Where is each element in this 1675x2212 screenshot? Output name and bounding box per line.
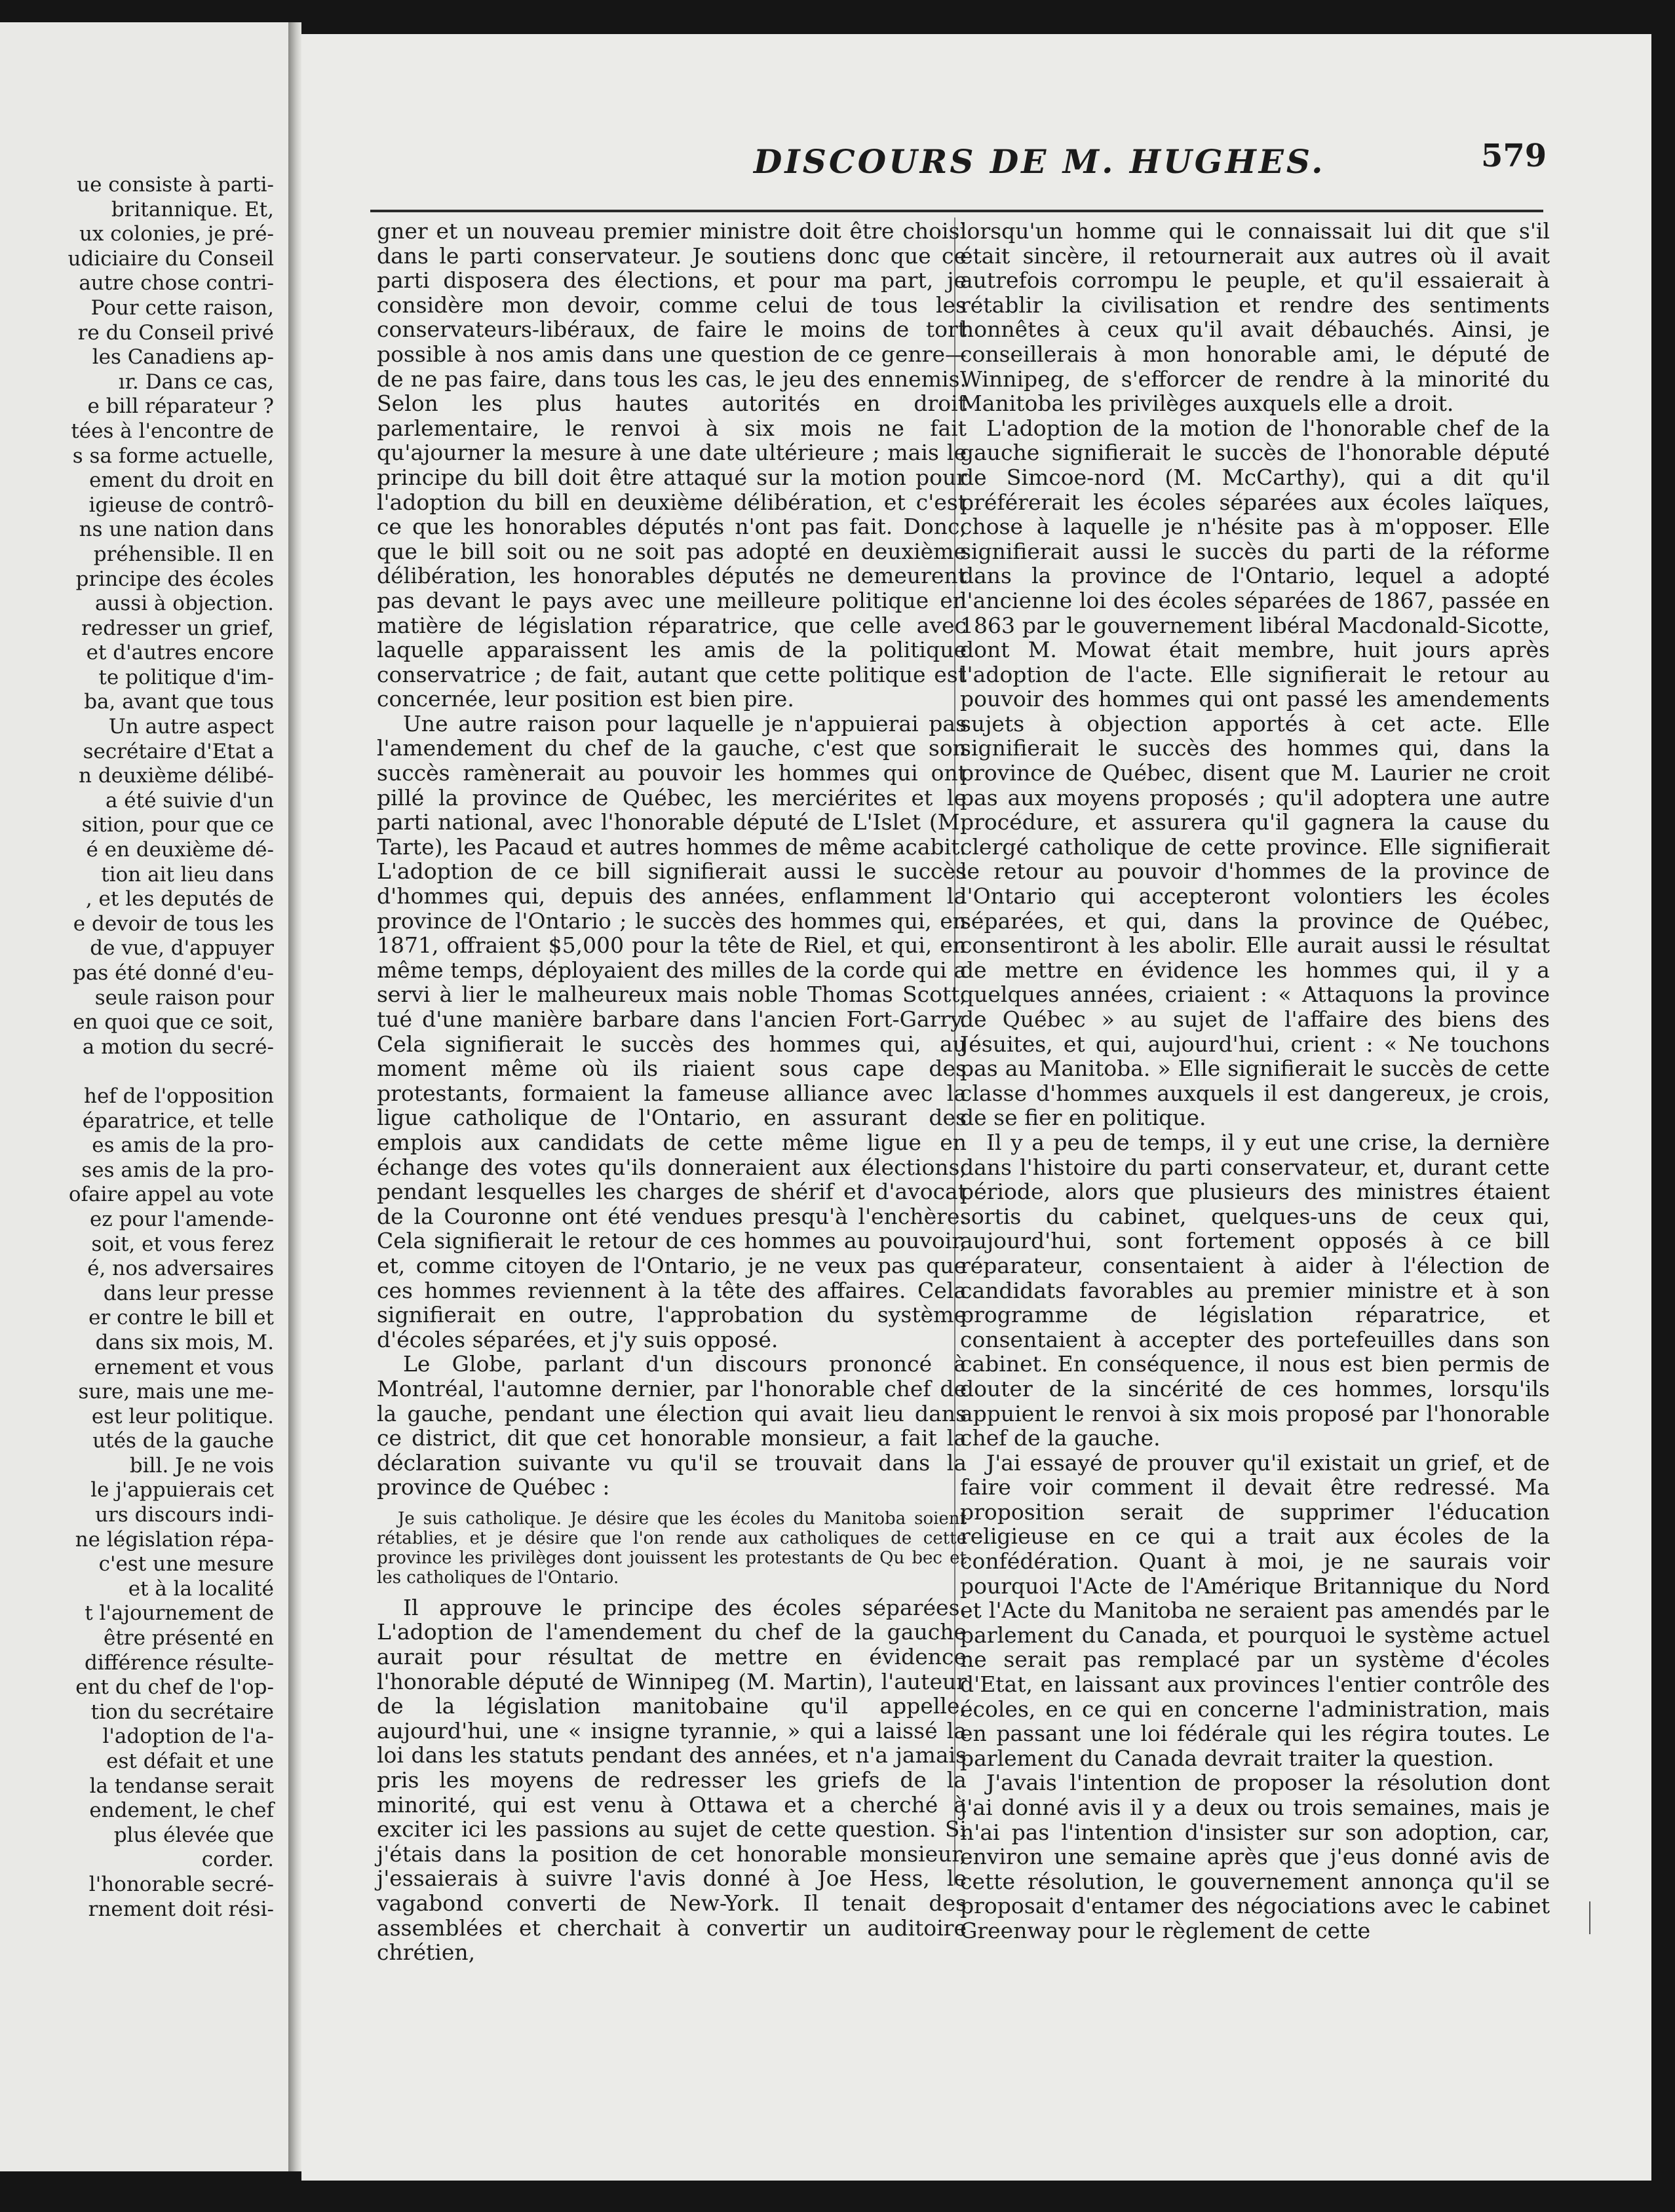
paragraph: J'avais l'intention de proposer la résolution dont j'ai donné avis il y a deux ou trois semaines, mais je n'ai pas l'intention d'insister sur son adoption, car, environ une semaine après que j'eus donné avis de cette résolution, le gouvernement annonça qu'il se proposait d'entamer des négociations avec le cabinet Greenway pour le règlement de cette: [960, 1770, 1550, 1943]
paragraph: Il approuve le principe des écoles séparées. L'adoption de l'amendement du chef de la gauche aurait pour résultat de mettre en évidence l'honorable député de Winnipeg (M. Martin), l'auteur de la législation manitobaine qu'il appelle, aujourd'hui, une « insigne tyrannie, » qui a laissé la loi dans les statuts pendant des années, et n'a jamais pris les moyens de redresser les griefs de la minorité, qui est venu à Ottawa et a cherché à exciter ici les passions au sujet de cette question. Si j'étais dans la position de cet honorable monsieur, j'essaierais à suivre l'avis donné à Joe Hess, le vagabond converti de New-York. Il tenait des assemblées et cherchait à convertir un auditoire chrétien,: [377, 1594, 967, 1966]
previous-page-text: [0, 173, 274, 1922]
previous-page-fragment: [0, 22, 288, 2171]
previous-page-line: endement, le chef: [89, 1799, 274, 1823]
previous-page-line: redresser un grief,: [81, 616, 274, 640]
previous-page-line: é en deuxième dé-: [86, 838, 274, 862]
previous-page-line: principe des écoles: [75, 567, 274, 591]
previous-page-line: britannique. Et,: [111, 197, 274, 221]
previous-page-line: [0, 1059, 274, 1084]
previous-page-line: tion du secrétaire: [90, 1700, 274, 1724]
previous-page-line: plus élevée que: [113, 1823, 274, 1847]
previous-page-line: urs discours indi-: [95, 1503, 274, 1527]
previous-page-line: préhensible. Il en: [93, 542, 274, 566]
previous-page-line: rnement doit rési-: [88, 1897, 274, 1921]
previous-page-line: sure, mais une me-: [78, 1380, 274, 1404]
previous-page-line: a motion du secré-: [82, 1035, 274, 1059]
previous-page-line: ne législation répa-: [75, 1527, 274, 1552]
page: [301, 34, 1651, 2181]
paragraph: J'ai essayé de prouver qu'il existait un grief, et de faire voir comment il devait être redressé. Ma proposition serait de supprimer l'éducation religieuse en ce qui a trait aux écoles de la confédération. Quant à moi, je ne saurais voir pourquoi l'Acte de l'Amérique Britannique du Nord et l'Acte du Manitoba ne seraient pas amendés par le parlement du Canada, et pourquoi le système actuel ne serait pas remplacé par un système d'écoles d'Etat, en laissant aux provinces l'entier contrôle des écoles, en ce qui en concerne l'administration, mais en passant une loi fédérale qui les régira toutes. Le parlement du Canada devrait traiter la question.: [960, 1449, 1550, 1771]
previous-page-line: aussi à objection.: [94, 592, 274, 616]
block-quote: Je suis catholique. Je désire que les écoles du Manitoba soient rétablies, et je désire que l'on rende aux catholiques de cette province les privilèges dont jouissent les protestants de Qu bec et les catholiques de l'Ontario.: [377, 1508, 967, 1588]
previous-page-line: c'est une mesure: [98, 1552, 274, 1576]
book-gutter: [288, 22, 301, 2171]
previous-page-line: soit, et vous ferez: [91, 1232, 274, 1256]
previous-page-line: pas été donné d'eu-: [73, 961, 274, 985]
previous-page-line: e bill réparateur ?: [87, 394, 274, 419]
previous-page-line: de vue, d'appuyer: [90, 936, 274, 961]
paragraph: lorsqu'un homme qui le connaissait lui dit que s'il était sincère, il retournerait aux autres où il avait autrefois corrompu le peuple, et qu'il essaierait à rétablir la civilisation et rendre des sentiments honnêtes à ceux qu'il avait débauchés. Ainsi, je conseillerais à mon honorable ami, le député de Winnipeg, de s'efforcer de rendre à la minorité du Manitoba les privilèges auxquels elle a droit.: [960, 218, 1550, 417]
previous-page-line: en quoi que ce soit,: [73, 1010, 274, 1035]
previous-page-line: ux colonies, je pré-: [79, 222, 274, 246]
previous-page-line: ba, avant que tous: [84, 690, 274, 714]
text-column-right: [960, 219, 1550, 1943]
previous-page-line: seule raison pour: [94, 985, 274, 1010]
previous-page-line: l'adoption de l'a-: [102, 1725, 274, 1749]
paragraph: Il y a peu de temps, il y eut une crise, la dernière dans l'histoire du parti conservateur, et, durant cette période, alors que plusieurs des ministres étaient sortis du cabinet, quelques-uns de ceux qui, aujourd'hui, sont fortement opposés à ce bill réparateur, consentaient à aider à l'élection de candidats favorables au premier ministre et à son programme de législation réparatrice, et consentaient à accepter des portefeuilles dans son cabinet. En conséquence, il nous est bien permis de douter de la sincérité de ces hommes, lorsqu'ils appuient le renvoi à six mois proposé par l'honorable chef de la gauche.: [960, 1129, 1550, 1451]
previous-page-line: ez pour l'amende-: [90, 1207, 274, 1231]
previous-page-line: est défait et une: [106, 1749, 274, 1773]
previous-page-line: éparatrice, et telle: [82, 1109, 274, 1133]
previous-page-line: sition, pour que ce: [81, 813, 274, 837]
previous-page-line: n deuxième délibé-: [79, 764, 274, 788]
previous-page-line: a été suivie d'un: [105, 788, 274, 812]
previous-page-line: ernement et vous: [94, 1355, 274, 1379]
previous-page-line: bill. Je ne vois: [129, 1453, 274, 1478]
previous-page-line: , et les deputés de: [85, 887, 274, 911]
previous-page-line: la tendanse serait: [89, 1774, 274, 1798]
previous-page-line: être présenté en: [103, 1626, 274, 1650]
previous-page-line: er contre le bill et: [88, 1306, 274, 1330]
previous-page-line: tion ait lieu dans: [101, 862, 274, 887]
previous-page-line: est leur politique.: [91, 1404, 274, 1428]
previous-page-line: igieuse de contrô-: [88, 493, 274, 517]
previous-page-line: ns une nation dans: [79, 518, 274, 542]
previous-page-line: te politique d'im-: [98, 665, 274, 689]
previous-page-line: Un autre aspect: [108, 715, 274, 739]
previous-page-line: le j'appuierais cet: [90, 1478, 274, 1502]
previous-page-line: s sa forme actuelle,: [72, 444, 274, 468]
previous-page-line: tées à l'encontre de: [71, 419, 274, 443]
previous-page-line: hef de l'opposition: [84, 1084, 274, 1108]
previous-page-line: utés de la gauche: [92, 1429, 274, 1453]
paragraph: Le Globe, parlant d'un discours prononcé à Montréal, l'automne dernier, par l'honorable chef de la gauche, pendant une élection qui avait lieu dans ce district, dit que cet honorable monsieur, a fait la déclaration suivante vu qu'il se trouvait dans la province de Québec :: [377, 1351, 967, 1500]
previous-page-line: t l'ajournement de: [85, 1601, 274, 1626]
running-head: DISCOURS DE M. HUGHES.: [754, 142, 1326, 181]
page-number: 579: [1481, 138, 1547, 174]
previous-page-line: ement du droit en: [89, 468, 274, 493]
text-column-left: [377, 219, 967, 1965]
previous-page-line: es amis de la pro-: [92, 1134, 274, 1158]
previous-page-line: ses amis de la pro-: [81, 1158, 274, 1182]
previous-page-line: ofaire appel au vote: [68, 1183, 274, 1207]
previous-page-line: Pour cette raison,: [90, 296, 274, 320]
header-rule: [370, 210, 1543, 212]
previous-page-line: les Canadiens ap-: [92, 345, 274, 370]
previous-page-line: udiciaire du Conseil: [67, 246, 274, 271]
previous-page-line: é, nos adversaires: [87, 1257, 274, 1281]
previous-page-line: e devoir de tous les: [73, 911, 274, 936]
previous-page-line: autre chose contri-: [79, 271, 274, 296]
previous-page-line: et d'autres encore: [86, 641, 274, 665]
previous-page-line: re du Conseil privé: [77, 320, 274, 345]
previous-page-line: ue consiste à parti-: [77, 173, 274, 197]
previous-page-line: dans six mois, M.: [95, 1330, 274, 1354]
previous-page-line: et à la localité: [128, 1576, 274, 1601]
previous-page-line: ır. Dans ce cas,: [118, 370, 274, 394]
previous-page-line: dans leur presse: [103, 1281, 274, 1305]
paragraph: gner et un nouveau premier ministre doit être choisi dans le parti conservateur. Je soutiens donc que ce parti disposera des élections, et pour ma part, je considère mon devoir, comme celui de tous les conservateurs-libéraux, de faire le moins de tort possible à nos amis dans une question de ce genre—de ne pas faire, dans tous les cas, le jeu des ennemis. Selon les plus hautes autorités en droit parlementaire, le renvoi à six mois ne fait qu'ajourner la mesure à une date ultérieure ; mais le principe du bill doit être attaqué sur la motion pour l'adoption du bill en deuxième délibération, et c'est ce que les honorables députés n'ont pas fait. Donc, que le bill soit ou ne soit pas adopté en deuxième délibération, les honorables députés ne demeurent pas devant le pays avec une meilleure politique en matière de législation réparatrice, que celle avec laquelle apparaissent les amis de la politique conservatrice ; de fait, autant que cette politique est concernée, leur position est bien pire.: [377, 218, 967, 712]
ink-mark: [1589, 1901, 1590, 1934]
previous-page-line: l'honorable secré-: [88, 1872, 274, 1896]
paragraph: Une autre raison pour laquelle je n'appuierai pas l'amendement du chef de la gauche, c'est que son succès ramènerait au pouvoir les hommes qui ont pillé la province de Québec, les merciérites et le parti national, avec l'honorable député de L'Islet (M. Tarte), les Pacaud et autres hommes de même acabit. L'adoption de ce bill signifierait aussi le succès d'hommes qui, depuis des années, enflamment la province de l'Ontario ; le succès des hommes qui, en 1871, offraient $5,000 pour la tête de Riel, et qui, en même temps, déployaient des milles de la corde qui a servi à lier le malheureux mais noble Thomas Scott, tué d'une manière barbare dans l'ancien Fort-Garry. Cela signifierait le succès des hommes qui, au moment même où ils riaient sous cape des protestants, formaient la fameuse alliance avec la ligue catholique de l'Ontario, en assurant des emplois aux candidats de cette même ligue en échange des votes qu'ils donneraient aux élections, pendant lesquelles les charges de shérif et d'avocat de la Couronne ont été vendues presqu'à l'enchère. Cela signifierait le retour de ces hommes au pouvoir, et, comme citoyen de l'Ontario, je ne veux pas que ces hommes reviennent à la tête des affaires. Cela signifierait en outre, l'approbation du système d'écoles séparées, et j'y suis opposé.: [377, 710, 967, 1352]
previous-page-line: corder.: [201, 1848, 274, 1872]
paragraph: L'adoption de la motion de l'honorable chef de la gauche signifierait le succès de l'honorable député de Simcoe-nord (M. McCarthy), qui a dit qu'il préférerait les écoles séparées aux écoles laïques, chose à laquelle je n'hésite pas à m'opposer. Elle signifierait aussi le succès du parti de la réforme dans la province de l'Ontario, lequel a adopté l'ancienne loi des écoles séparées de 1867, passée en 1863 par le gouvernement libéral Macdonald-Sicotte, dont M. Mowat était membre, huit jours après l'adoption de l'acte. Elle signifierait le retour au pouvoir des hommes qui ont passé les amendements sujets à objection apportés à cet acte. Elle signifierait le succès des hommes qui, dans la province de Québec, disent que M. Laurier ne croit pas aux moyens proposés ; qu'il adoptera une autre procédure, et assurera qu'il gagnera la cause du clergé catholique de cette province. Elle signifierait le retour au pouvoir d'hommes de la province de l'Ontario qui accepteront volontiers les écoles séparées, et qui, dans la province de Québec, consentiront à les abolir. Elle aurait aussi le résultat de mettre en évidence les hommes qui, il y a quelques années, criaient : « Attaquons la province de Québec » au sujet de l'affaire des biens des Jésuites, et qui, aujourd'hui, crient : « Ne touchons pas au Manitoba. » Elle signifierait le succès de cette classe d'hommes auxquels il est dangereux, je crois, de se fier en politique.: [960, 415, 1550, 1131]
previous-page-line: différence résulte-: [84, 1650, 274, 1675]
previous-page-line: secrétaire d'Etat a: [83, 739, 274, 763]
previous-page-line: ent du chef de l'op-: [75, 1675, 274, 1700]
